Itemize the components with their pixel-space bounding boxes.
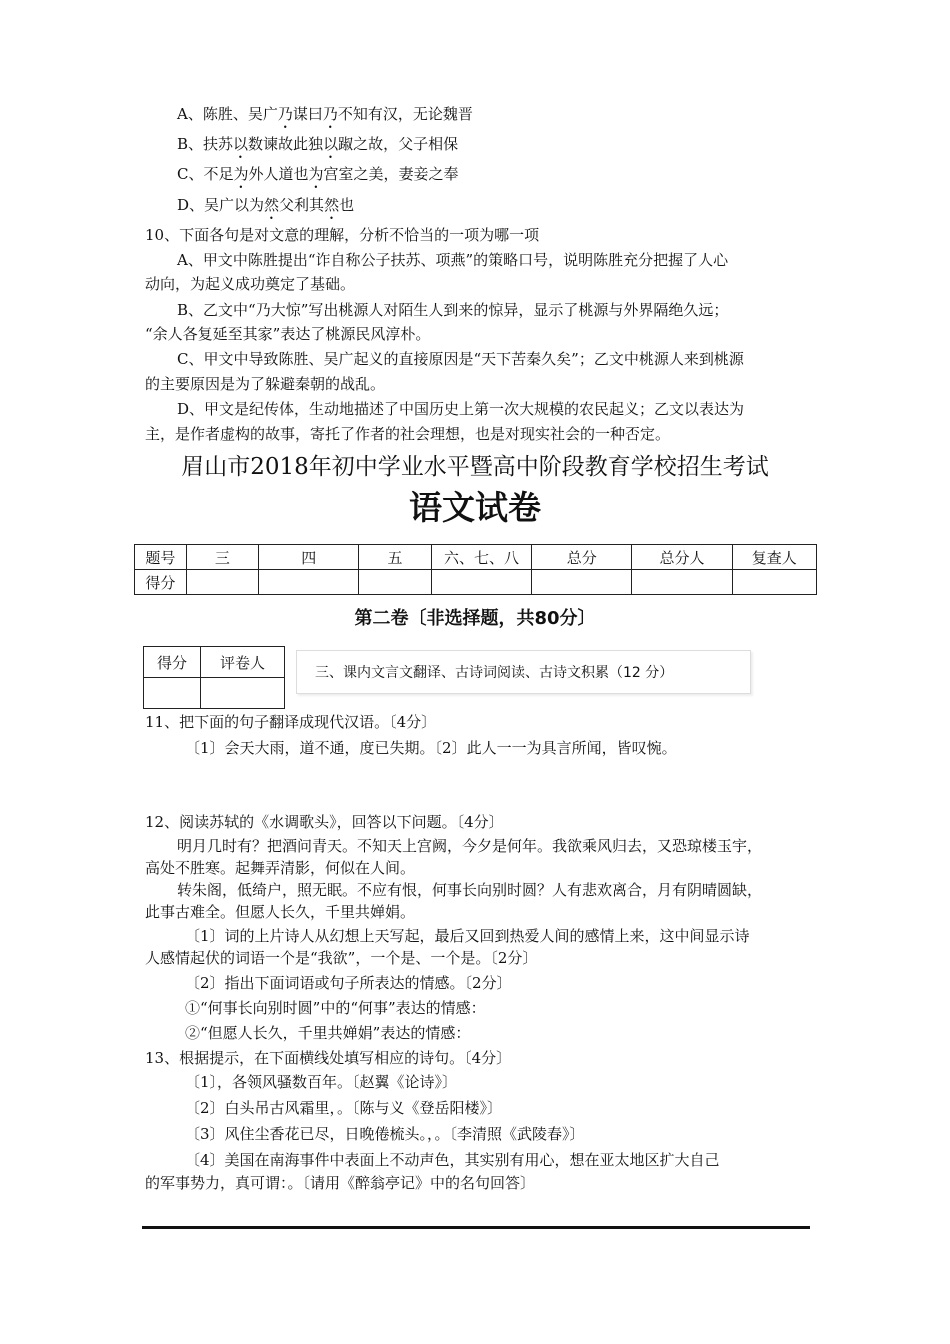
q13-item2: 〔2〕白头吊古风霜里，。〔陈与义《登岳阳楼》〕 — [185, 1099, 503, 1117]
part-three-heading: 三、课内文言文翻译、古诗词阅读、古诗文积累（12 分） — [296, 650, 751, 694]
q10-stem: 10、下面各句是对文意的理解，分析不恰当的一项为哪一项 — [145, 226, 540, 244]
q12-subq2-item1: ①“何事长向别时圆”中的“何事”表达的情感： — [185, 999, 486, 1017]
score-table-score-row — [135, 570, 817, 595]
q11-stem: 11、把下面的句子翻译成现代汉语。〔4分〕 — [145, 713, 437, 731]
score-entry-cell[interactable] — [186, 570, 258, 595]
q12-poem-line4: 此事古难全。但愿人长久，千里共婵娟。 — [145, 903, 416, 921]
q13-item3: 〔3〕风住尘香花已尽，日晚倦梳头。，。〔李清照《武陵春》〕 — [185, 1125, 585, 1143]
q12-poem-line2: 高处不胜寒。起舞弄清影，何似在人间。 — [145, 859, 416, 877]
score-entry-cell[interactable] — [632, 570, 732, 595]
score-entry-cell[interactable] — [359, 570, 431, 595]
q9-option-d: D、吴广以为然父利其然也 — [177, 196, 355, 214]
q12-stem: 12、阅读苏轼的《水调歌头》，回答以下问题。〔4分〕 — [145, 813, 504, 831]
score-header-cell: 复查人 — [732, 545, 816, 570]
q10-option-a-line2: 动向，为起义成功奠定了基础。 — [145, 275, 356, 293]
score-header-cell: 总分 — [532, 545, 632, 570]
exam-subject: 语文试卷 — [409, 488, 541, 527]
score-header-cell: 总分人 — [632, 545, 732, 570]
grader-score-label: 得分 — [144, 647, 201, 678]
exam-title: 眉山市2018年初中学业水平暨高中阶段教育学校招生考试 — [181, 454, 769, 480]
score-table-header-row — [135, 545, 817, 570]
grader-table — [143, 646, 285, 709]
q13-item4-line1: 〔4〕美国在南海事件中表面上不动声色，其实别有用心，想在亚太地区扩大自己 — [185, 1151, 720, 1169]
q12-poem-line3: 转朱阁，低绮户，照无眠。不应有恨，何事长向别时圆？人有悲欢离合，月有阴晴圆缺， — [177, 881, 763, 899]
score-header-cell: 四 — [259, 545, 359, 570]
q10-option-c-line1: C、甲文中导致陈胜、吴广起义的直接原因是“天下苦秦久矣”；乙文中桃源人来到桃源 — [177, 350, 744, 368]
q13-stem: 13、根据提示，在下面横线处填写相应的诗句。〔4分〕 — [145, 1049, 512, 1067]
q10-option-b-line2: “余人各复延至其家”表达了桃源民风淳朴。 — [145, 325, 431, 343]
score-entry-cell[interactable] — [732, 570, 816, 595]
q12-subq2: 〔2〕指出下面词语或句子所表达的情感。〔2分〕 — [185, 974, 512, 992]
q13-item4-line2: 的军事势力，真可谓：。〔请用《醉翁亭记》中的名句回答〕 — [145, 1174, 536, 1192]
q10-option-d-line1: D、甲文是纪传体，生动地描述了中国历史上第一次大规模的农民起义；乙文以表达为 — [177, 400, 745, 418]
q12-subq1-line2: 人感情起伏的词语一个是“我欲”，一个是、一个是。〔2分〕 — [145, 949, 538, 967]
q10-option-d-line2: 主，是作者虚构的故事，寄托了作者的社会理想，也是对现实社会的一种否定。 — [145, 425, 671, 443]
q12-subq1-line1: 〔1〕词的上片诗人从幻想上天写起，最后又回到热爱人间的感情上来，这中间显示诗 — [185, 927, 750, 945]
score-row-label: 得分 — [135, 570, 187, 595]
score-header-cell: 六、七、八 — [431, 545, 531, 570]
bottom-rule — [142, 1226, 810, 1229]
score-header-cell: 三 — [186, 545, 258, 570]
q11-items: 〔1〕会天大雨，道不通，度已失期。〔2〕此人一一为具言所闻，皆叹惋。 — [185, 739, 677, 757]
score-header-cell: 五 — [359, 545, 431, 570]
grader-score-entry[interactable] — [144, 678, 201, 709]
q9-option-a: A、陈胜、吴广乃谋曰乃不知有汉，无论魏晋 — [177, 105, 473, 123]
grader-name-label: 评卷人 — [201, 647, 285, 678]
q10-option-c-line2: 的主要原因是为了躲避秦朝的战乱。 — [145, 375, 386, 393]
score-entry-cell[interactable] — [431, 570, 531, 595]
q10-option-a-line1: A、甲文中陈胜提出“诈自称公子扶苏、项燕”的策略口号，说明陈胜充分把握了人心 — [177, 251, 729, 269]
q9-option-b: B、扶苏以数谏故此独以踧之故，父子相保 — [177, 135, 459, 153]
grader-name-entry[interactable] — [201, 678, 285, 709]
q12-subq2-item2: ②“但愿人长久，千里共婵娟”表达的情感： — [185, 1024, 471, 1042]
score-entry-cell[interactable] — [532, 570, 632, 595]
score-entry-cell[interactable] — [259, 570, 359, 595]
q12-poem-line1: 明月几时有？把酒问青天。不知天上宫阙，今夕是何年。我欲乘风归去，又恐琼楼玉宇， — [177, 837, 763, 855]
q9-option-c: C、不足为外人道也为宫室之美，妻妾之奉 — [177, 165, 459, 183]
q13-item1: 〔1〕，各领风骚数百年。〔赵翼《论诗》〕 — [185, 1073, 458, 1091]
score-table — [134, 544, 817, 595]
score-header-cell: 题号 — [135, 545, 187, 570]
section-title: 第二卷〔非选择题，共80分〕 — [354, 608, 596, 629]
q10-option-b-line1: B、乙文中“乃大惊”写出桃源人对陌生人到来的惊异，显示了桃源与外界隔绝久远； — [177, 301, 729, 319]
